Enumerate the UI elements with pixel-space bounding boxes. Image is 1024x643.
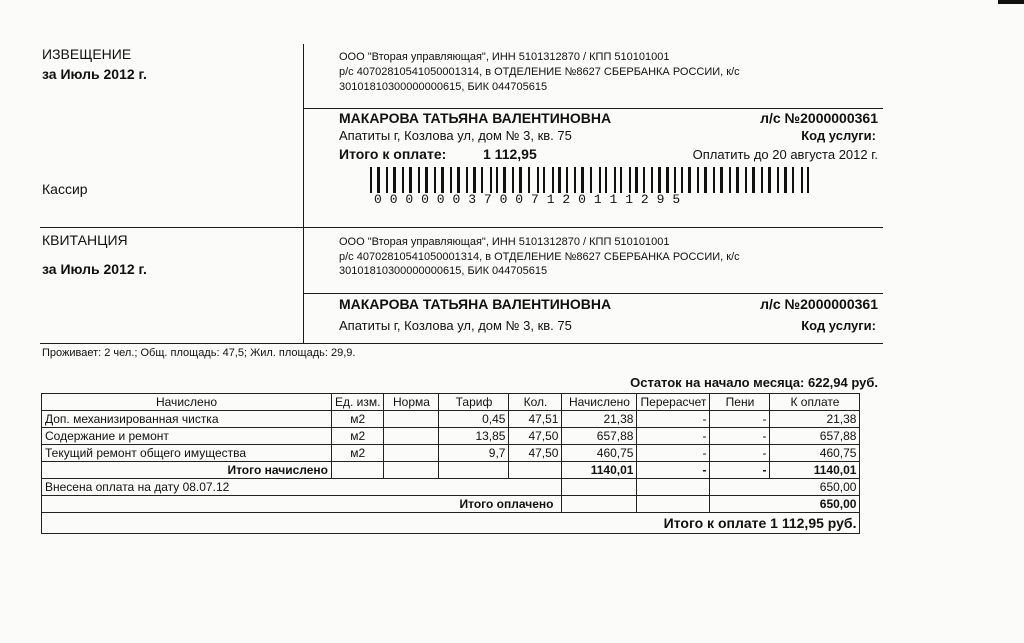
notice-total-label: Итого к оплате: [339,146,447,162]
table-row [42,445,860,462]
notice-org-line2: р/с 40702810541050001314, в ОТДЕЛЕНИЕ №8627 СБЕРБАНКА РОССИИ, к/с [339,66,740,78]
service-recalc: - [637,445,710,462]
empty-cell [332,462,384,479]
barcode-bar [599,167,601,193]
paid-label: Внесена оплата на дату 08.07.12 [42,479,562,496]
grand-total-row [42,513,860,534]
empty-cell [637,479,710,496]
barcode-bar [643,167,645,193]
grand-total: Итого к оплате 1 112,95 руб. [42,513,860,534]
barcode-bar [658,167,661,193]
barcode-bar [745,167,747,193]
service-unit: м2 [332,445,384,462]
col-header-charged: Начислено [562,394,637,411]
notice-org-line3: 30101810300000000615, БИК 044705615 [339,81,548,93]
barcode-bar [377,167,380,193]
service-unit: м2 [332,428,384,445]
service-charged: 460,75 [562,445,637,462]
barcode-bar [777,167,779,193]
empty-cell [384,462,439,479]
col-header-to-pay: К оплате [770,394,860,411]
barcode-bar [713,167,715,193]
paid-value: 650,00 [710,479,860,496]
notice-payer-name: МАКАРОВА ТАТЬЯНА ВАЛЕНТИНОВНА [339,110,612,126]
notice-address: Апатиты г, Козлова ул, дом № 3, кв. 75 [339,128,572,143]
bottom-line [40,343,883,344]
col-header-penalty: Пени [710,394,770,411]
receipt-org-line1: ООО "Вторая управляющая", ИНН 5101312870 / КПП 510101001 [339,236,670,248]
barcode-bar [720,167,723,193]
barcode-bar [503,167,506,193]
barcode-bar [681,167,683,193]
barcode-bar [370,167,372,193]
barcode-bar [581,167,584,193]
total-penalty: - [710,462,770,479]
notice-total-value: 1 112,95 [483,146,537,162]
barcode-bar [620,167,622,193]
barcode-bar [629,167,631,193]
barcode-bar [457,167,460,193]
empty-cell [509,462,562,479]
col-header-unit: Ед. изм. [332,394,384,411]
barcode-bar [605,167,607,193]
barcode-bar [490,167,492,193]
barcode-bar [801,167,803,193]
charges-table [41,393,860,534]
balance-start: Остаток на начало месяца: 622,94 руб. [630,375,878,390]
barcode-bar [393,167,396,193]
total-charged-row [42,462,860,479]
service-charged: 657,88 [562,428,637,445]
service-norm [384,428,439,445]
service-norm [384,411,439,428]
service-name: Текущий ремонт общего имущества [42,445,332,462]
service-charged: 21,38 [562,411,637,428]
barcode-bar [590,167,592,193]
barcode-bar [574,167,576,193]
barcode-bar [752,167,755,193]
service-qty: 47,50 [509,428,562,445]
total-charged: 1140,01 [562,462,637,479]
barcode-bar [496,167,498,193]
barcode-bar [614,167,616,193]
barcode-bar [409,167,412,193]
empty-cell [637,496,710,513]
empty-cell [562,479,637,496]
table-header-row [42,394,860,411]
barcode-bar [566,167,568,193]
total-paid-value: 650,00 [710,496,860,513]
paid-row [42,479,860,496]
service-qty: 47,50 [509,445,562,462]
col-header-qty: Кол. [509,394,562,411]
notice-account: л/с №2000000361 [760,110,878,126]
barcode-bar [512,167,514,193]
receipt-address: Апатиты г, Козлова ул, дом № 3, кв. 75 [339,318,572,333]
total-paid-label: Итого оплачено [42,496,562,513]
service-penalty: - [710,445,770,462]
barcode-bar [386,167,388,193]
total-paid-row [42,496,860,513]
total-charged-label: Итого начислено [42,462,332,479]
barcode-bar [537,167,539,193]
barcode-bar [674,167,676,193]
notice-org-line1: ООО "Вторая управляющая", ИНН 5101312870 / КПП 510101001 [339,51,670,63]
empty-cell [439,462,509,479]
barcode-bar [466,167,468,193]
service-qty: 47,51 [509,411,562,428]
table-row [42,428,860,445]
barcode-bar [552,167,554,193]
col-header-name: Начислено [42,394,332,411]
barcode-bar [635,167,638,193]
barcode-bar [697,167,699,193]
service-penalty: - [710,428,770,445]
barcode-bar [688,167,691,193]
service-recalc: - [637,411,710,428]
barcode-bar [666,167,669,193]
barcode-bar [704,167,707,193]
notice-title: ИЗВЕЩЕНИЕ [42,46,132,62]
cashier-label: Кассир [42,181,88,197]
service-name: Содержание и ремонт [42,428,332,445]
service-norm [384,445,439,462]
service-recalc: - [637,428,710,445]
barcode-bar [651,167,653,193]
service-unit: м2 [332,411,384,428]
receipt-period: за Июль 2012 г. [42,261,147,277]
barcode-bar [761,167,763,193]
receipt-account: л/с №2000000361 [760,296,878,312]
barcode-bar [418,167,420,193]
empty-cell [562,496,637,513]
service-penalty: - [710,411,770,428]
barcode-bar [807,167,809,193]
receipt-org-line3: 30101810300000000615, БИК 044705615 [339,265,548,277]
barcode-bar [558,167,561,193]
residence-info: Проживает: 2 чел.; Общ. площадь: 47,5; Жил. площадь: 29,9. [42,347,356,359]
barcode-bar [481,167,483,193]
notice-service-code: Код услуги: [801,128,876,143]
service-to-pay: 460,75 [770,445,860,462]
receipt-name-line [303,293,883,294]
receipt-payer-name: МАКАРОВА ТАТЬЯНА ВАЛЕНТИНОВНА [339,296,612,312]
col-header-norm: Норма [384,394,439,411]
total-recalc: - [637,462,710,479]
barcode-bar [736,167,739,193]
receipt-service-code: Код услуги: [801,318,876,333]
barcode-bar [792,167,794,193]
service-to-pay: 657,88 [770,428,860,445]
table-row [42,411,860,428]
barcode-bar [528,167,530,193]
barcode-bar [402,167,404,193]
barcode-bar [784,167,787,193]
service-name: Доп. механизированная чистка [42,411,332,428]
service-tariff: 0,45 [439,411,509,428]
col-header-recalc: Перерасчет [637,394,710,411]
receipt-title: КВИТАНЦИЯ [42,232,128,248]
barcode-bar [729,167,731,193]
barcode-bar [768,167,771,193]
notice-period: за Июль 2012 г. [42,66,147,82]
scan-mark [998,0,1024,4]
service-to-pay: 21,38 [770,411,860,428]
barcode-bar [434,167,436,193]
service-tariff: 9,7 [439,445,509,462]
barcode-bar [425,167,428,193]
col-header-tariff: Тариф [439,394,509,411]
barcode-bar [543,167,545,193]
notice-name-line [303,108,883,109]
barcode-bar [519,167,522,193]
barcode-bar [450,167,452,193]
notice-pay-until: Оплатить до 20 августа 2012 г. [692,147,878,162]
barcode-bar [441,167,444,193]
service-tariff: 13,85 [439,428,509,445]
receipt-org-line2: р/с 40702810541050001314, в ОТДЕЛЕНИЕ №8627 СБЕРБАНКА РОССИИ, к/с [339,251,740,263]
barcode-digits: 00000037007120111295 [374,192,689,207]
total-to-pay: 1140,01 [770,462,860,479]
section-divider [40,227,883,228]
vertical-divider [303,44,304,344]
barcode-bar [473,167,476,193]
